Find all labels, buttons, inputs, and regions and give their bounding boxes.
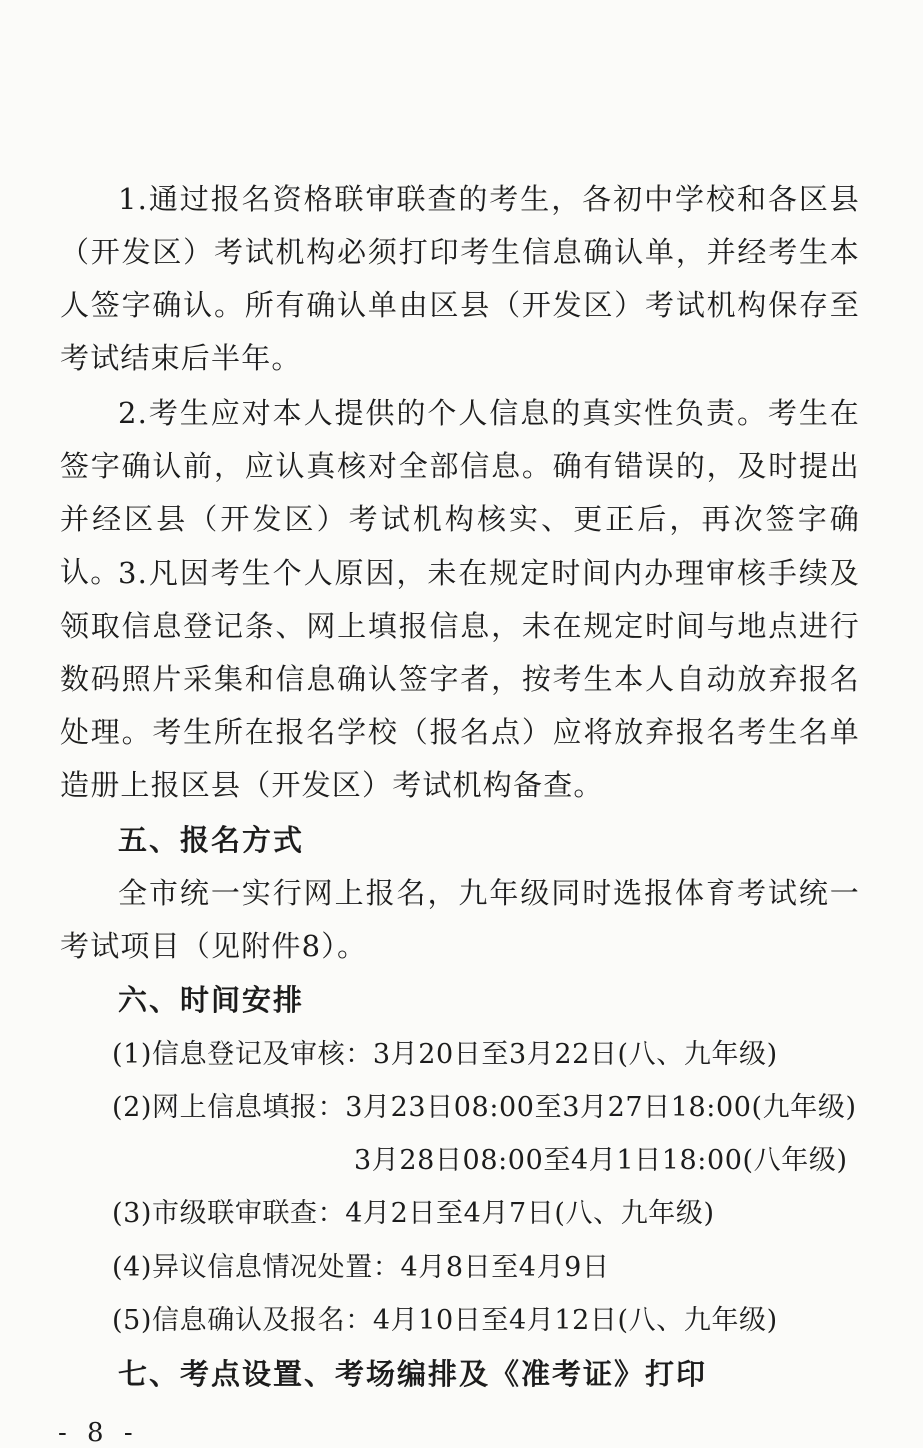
paragraph-abandon-registration: 3.凡因考生个人原因，未在规定时间内办理审核手续及领取信息登记条、网上填报信息，未在规定时间与地点进行数码照片采集和信息确认签字者，按考生本人自动放弃报名处理。考生所在报名学校（报名点）应将放弃报名考生名单造册上报区县（开发区）考试机构备查。 bbox=[60, 556, 860, 802]
schedule-item-info-registration: (1)信息登记及审核：3月20日至3月22日(八、九年级) bbox=[112, 1039, 778, 1070]
schedule-item-confirmation: (5)信息确认及报名：4月10日至4月12日(八、九年级) bbox=[112, 1305, 778, 1336]
paragraph-confirmation-form: 1.通过报名资格联审联查的考生，各初中学校和各区县（开发区）考试机构必须打印考生信息确认单，并经考生本人签字确认。所有确认单由区县（开发区）考试机构保存至考试结束后半年。 bbox=[60, 182, 860, 375]
schedule-item-objection-handling: (4)异议信息情况处置：4月8日至4月9日 bbox=[112, 1252, 610, 1283]
schedule-item-online-filling: (2)网上信息填报：3月23日08:00至3月27日18:00(九年级) bbox=[112, 1092, 857, 1123]
section-heading-exam-sites: 七、考点设置、考场编排及《准考证》打印 bbox=[118, 1357, 708, 1391]
schedule-item-online-filling-grade8: 3月28日08:00至4月1日18:00(八年级) bbox=[354, 1145, 848, 1176]
section-heading-registration-method: 五、报名方式 bbox=[118, 823, 305, 857]
schedule-item-joint-review: (3)市级联审联查：4月2日至4月7日(八、九年级) bbox=[112, 1198, 715, 1229]
page-number: - 8 - bbox=[58, 1418, 139, 1448]
paragraph-online-registration: 全市统一实行网上报名，九年级同时选报体育考试统一考试项目（见附件8）。 bbox=[60, 876, 860, 963]
section-heading-schedule: 六、时间安排 bbox=[118, 983, 305, 1017]
paragraph-info-responsibility: 2.考生应对本人提供的个人信息的真实性负责。考生在签字确认前，应认真核对全部信息。确有错误的，及时提出并经区县（开发区）考试机构核实、更正后，再次签字确认。 bbox=[60, 396, 860, 589]
